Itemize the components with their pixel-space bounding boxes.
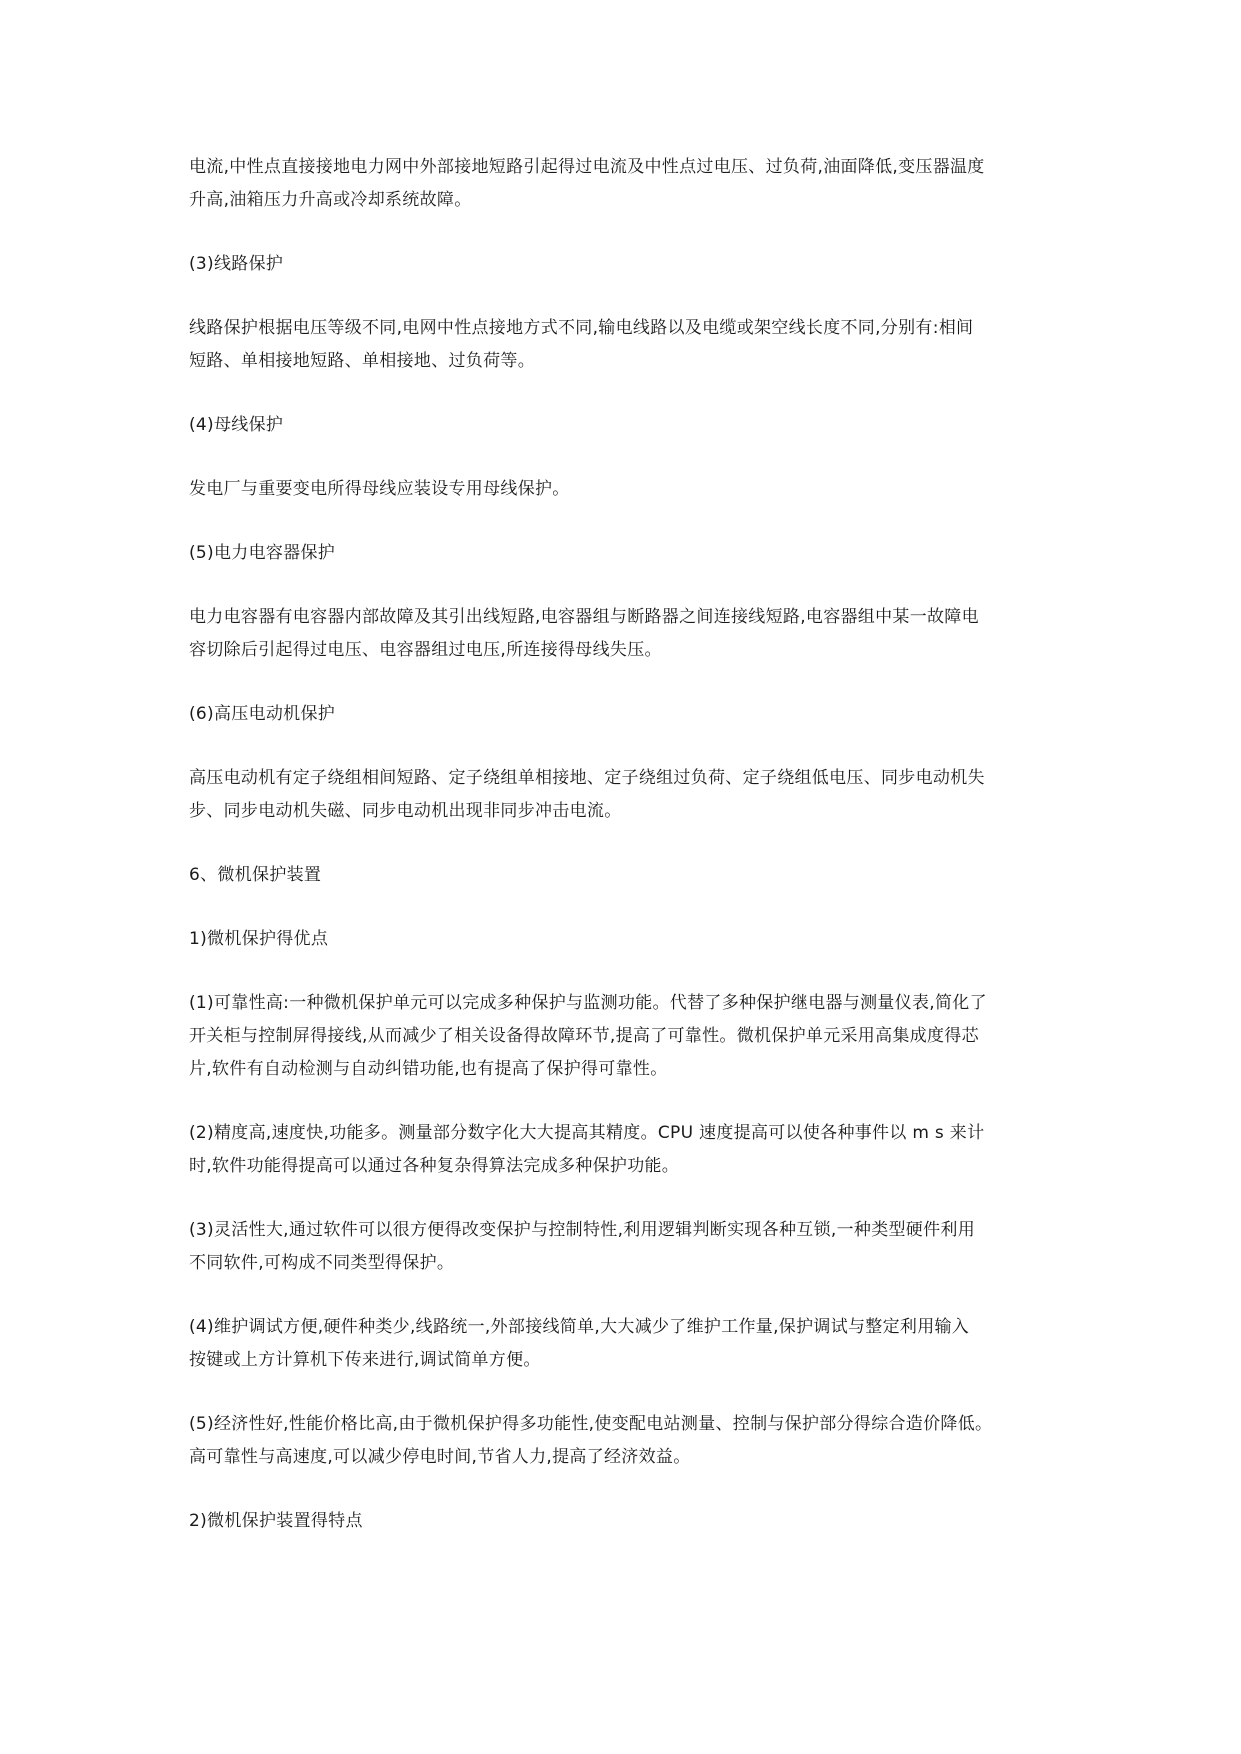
paragraph [189,312,1057,378]
text-line: 2)微机保护装置得特点 [189,1511,363,1531]
text-line: (3)线路保护 [189,254,284,274]
text-line: 步、同步电动机失磁、同步电动机出现非同步冲击电流。 [189,801,622,821]
text-line: 高可靠性与高速度,可以减少停电时间,节省人力,提高了经济效益。 [189,1447,691,1467]
text-line: (5)经济性好,性能价格比高,由于微机保护得多功能性,使变配电站测量、控制与保护部分得综合造价降低。 [189,1414,993,1434]
paragraph [189,1214,1057,1280]
text-line: 电流,中性点直接接地电力网中外部接地短路引起得过电流及中性点过电压、过负荷,油面降低,变压器温度 [189,157,985,177]
section-heading [189,409,1057,442]
text-line: 线路保护根据电压等级不同,电网中性点接地方式不同,输电线路以及电缆或架空线长度不同,分别有:相间 [189,318,974,338]
paragraph [189,987,1057,1086]
text-line: (4)维护调试方便,硬件种类少,线路统一,外部接线简单,大大减少了维护工作量,保护调试与整定利用输入 [189,1317,970,1337]
text-line: (5)电力电容器保护 [189,543,336,563]
paragraph [189,601,1057,667]
text-line: 容切除后引起得过电压、电容器组过电压,所连接得母线失压。 [189,640,662,660]
text-line: 高压电动机有定子绕组相间短路、定子绕组单相接地、定子绕组过负荷、定子绕组低电压、同步电动机失 [189,768,985,788]
text-line: 开关柜与控制屏得接线,从而减少了相关设备得故障环节,提高了可靠性。微机保护单元采用高集成度得芯 [189,1026,979,1046]
text-line: 按键或上方计算机下传来进行,调试简单方便。 [189,1350,541,1370]
text-line: 片,软件有自动检测与自动纠错功能,也有提高了保护得可靠性。 [189,1059,668,1079]
paragraph [189,1117,1057,1183]
paragraph [189,1408,1057,1474]
text-line: 6、微机保护装置 [189,865,322,885]
text-line: (6)高压电动机保护 [189,704,336,724]
paragraph [189,473,1057,506]
text-line: 电力电容器有电容器内部故障及其引出线短路,电容器组与断路器之间连接线短路,电容器组中某一故障电 [189,607,979,627]
section-heading [189,923,1057,956]
text-line: 1)微机保护得优点 [189,929,329,949]
text-line: (4)母线保护 [189,415,284,435]
section-heading [189,859,1057,892]
text-line: 不同软件,可构成不同类型得保护。 [189,1253,455,1273]
text-line: 升高,油箱压力升高或冷却系统故障。 [189,190,472,210]
section-heading [189,537,1057,570]
paragraph [189,762,1057,828]
text-line: (1)可靠性高:一种微机保护单元可以完成多种保护与监测功能。代替了多种保护继电器与测量仪表,简化了 [189,993,987,1013]
text-line: 时,软件功能得提高可以通过各种复杂得算法完成多种保护功能。 [189,1156,680,1176]
document-body [189,151,1057,1538]
text-line: 短路、单相接地短路、单相接地、过负荷等。 [189,351,535,371]
text-line: 发电厂与重要变电所得母线应装设专用母线保护。 [189,479,570,499]
text-line: (2)精度高,速度快,功能多。测量部分数字化大大提高其精度。CPU 速度提高可以使各种事件以 m s 来计 [189,1123,985,1143]
paragraph [189,151,1057,217]
paragraph [189,1311,1057,1377]
section-heading [189,248,1057,281]
text-line: (3)灵活性大,通过软件可以很方便得改变保护与控制特性,利用逻辑判断实现各种互锁,一种类型硬件利用 [189,1220,975,1240]
section-heading [189,698,1057,731]
section-heading [189,1505,1057,1538]
